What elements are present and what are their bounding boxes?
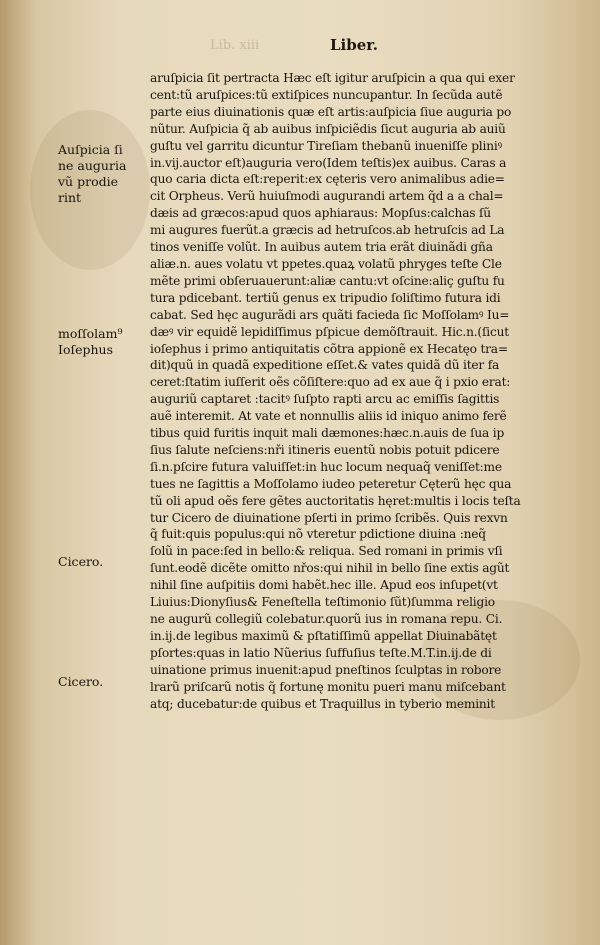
text-line: dit)quũ in quadã expeditione eſſet.& vates quidã dũ iter fa xyxy=(150,358,500,373)
text-line: ne augurũ collegiũ colebatur.quorũ ius in romana repu. Ci. xyxy=(150,612,503,626)
text-line: auẽ interemit. At vate et nonnullis aliis id iniquo animo ferẽ xyxy=(150,409,507,424)
text-line: tinos veniſſe volũt. In auibus autem tria erãt diuinãdi gña xyxy=(150,240,493,255)
margin-note-line: Auſpicia ſi xyxy=(58,142,123,157)
text-line: ceret:ſtatim iuſſerit oẽs cõſiſtere:quo ad ex aue q̃ i pxio erat: xyxy=(150,375,511,390)
margin-note-mossolam xyxy=(58,326,122,358)
text-line: tura pdicebant. tertiũ genus ex tripudio ſoliſtimo futura idi xyxy=(150,290,501,305)
margin-note-line: Cicero. xyxy=(58,554,104,569)
text-line: aliæ.n. aues volatu vt ppetes.quaꝝ volatũ phryges teſte Cle xyxy=(150,256,502,271)
text-line: ioſephus i primo antiquitatis cõtra appionẽ ex Hecatęo tra= xyxy=(150,341,508,356)
text-line: mi augures fuerũt.a græcis ad hetruſcos.ab hetruſcis ad La xyxy=(150,223,505,238)
margin-note-cicero xyxy=(58,554,103,570)
text-line: ſunt.eodẽ dicẽte omitto nřos:qui nihil in bello ſine extis agũt xyxy=(150,561,510,576)
text-line: Liuius:Dionyſius& Feneſtella teſtimonio ſũt)ſumma religio xyxy=(150,595,495,610)
text-line: cit Orpheus. Verũ huiuſmodi augurandi artem q̃d a a chal= xyxy=(150,189,504,204)
text-line: quo caria dicta eſt:reperit:ex cęteris vero animalibus adie= xyxy=(150,172,505,187)
text-line: ſolũ in pace:ſed in bello:& reliqua. Sed romani in primis vſi xyxy=(150,544,503,559)
text-line: guſtu vel garritu dicuntur Tireſiam thebanũ inueniſſe pliniꝰ xyxy=(150,138,502,153)
margin-note-cicero xyxy=(58,674,103,690)
text-line: atq; ducebatur:de quibus et Traquillus in tyberio meminit xyxy=(150,696,495,711)
text-line: pſortes:quas in latio Nũerius ſuffuſius teſte.M.T.in.ij.de di xyxy=(150,645,492,660)
text-line: lrarũ priſcarũ notis q̃ fortunę monitu pueri manu miſcebant xyxy=(150,679,506,694)
text-line: in.vij.auctor eſt)auguria vero(Idem teſtis)ex auibus. Caras a xyxy=(150,155,507,170)
text-line: tues ne ſagittis a Moſſolamo iudeo peteretur Cęterũ hęc qua xyxy=(150,476,512,491)
show-through-text: Lib. xiii xyxy=(210,38,260,53)
margin-note-line: Ioſephus xyxy=(58,342,114,357)
body-text xyxy=(150,70,580,712)
text-line: q̃ fuit:quis populus:qui nõ vteretur pdictione diuina :neq̃ xyxy=(150,527,486,542)
text-line: mẽte primi obſeruauerunt:aliæ cantu:vt oſcine:aliç guſtu fu xyxy=(150,273,505,288)
text-line: parte eius diuinationis quæ eſt artis:auſpicia ſiue auguria po xyxy=(150,104,512,119)
text-line: auguriũ captaret :tacitꝰ ſuſpto rapti arcu ac emiſſis ſagittis xyxy=(150,392,500,407)
text-line: aruſpicia ſit pertracta Hæc eſt igitur aruſpicin a qua qui exer xyxy=(150,71,515,85)
text-line: tur Cicero de diuinatione pſerti in primo ſcribẽs. Quis rexvn xyxy=(150,510,508,525)
margin-note-line: rint xyxy=(58,190,82,205)
text-line: ſius ſalute neſciens:nři itineris euentũ nobis potuit pdicere xyxy=(150,442,500,457)
margin-note-line: vũ prodie xyxy=(58,174,118,189)
text-line: dæꝰ vir equidẽ lepidiſſimus pſpicue demõſtrauit. Hic.n.(ſicut xyxy=(150,324,509,339)
text-line: tũ oli apud oẽs fere gẽtes auctoritatis hęret:multis i locis teſta xyxy=(150,493,521,508)
margin-note-auspicia xyxy=(58,142,126,206)
margin-note-line: Cicero. xyxy=(58,674,104,689)
text-line: ſi.n.pſcire futura valuiſſet:in huc locum nequaq̃ veniſſet:me xyxy=(150,459,502,474)
text-line: cabat. Sed hęc augurãdi ars quãti facieda ſic Moſſolamꝰ Iu= xyxy=(150,307,510,322)
text-line: in.ij.de legibus maximũ & pſtatiſſimũ appellat Diuinabãtęt xyxy=(150,628,497,643)
text-line: nũtur. Auſpicia q̃ ab auibus inſpiciẽdis ſicut auguria ab auiũ xyxy=(150,121,506,136)
margin-note-line: moſſolam⁹ xyxy=(58,326,123,341)
text-line: nihil ſine auſpitiis domi habẽt.hec ille. Apud eos inſupet(vt xyxy=(150,578,498,593)
text-line: cent:tũ aruſpices:tũ extiſpices nuncupantur. In ſecũda autẽ xyxy=(150,87,503,102)
text-line: dæis ad græcos:apud quos aphiaraus: Mopſus:calchas ſũ xyxy=(150,206,491,221)
text-line: uinatione primus inuenit:apud pneſtinos ſculptas in robore xyxy=(150,662,502,677)
running-header: Liber. xyxy=(330,36,379,54)
text-line: tibus quid furitis inquit mali dæmones:hæc.n.auis de ſua ip xyxy=(150,426,505,441)
margin-note-line: ne auguria xyxy=(58,158,127,173)
